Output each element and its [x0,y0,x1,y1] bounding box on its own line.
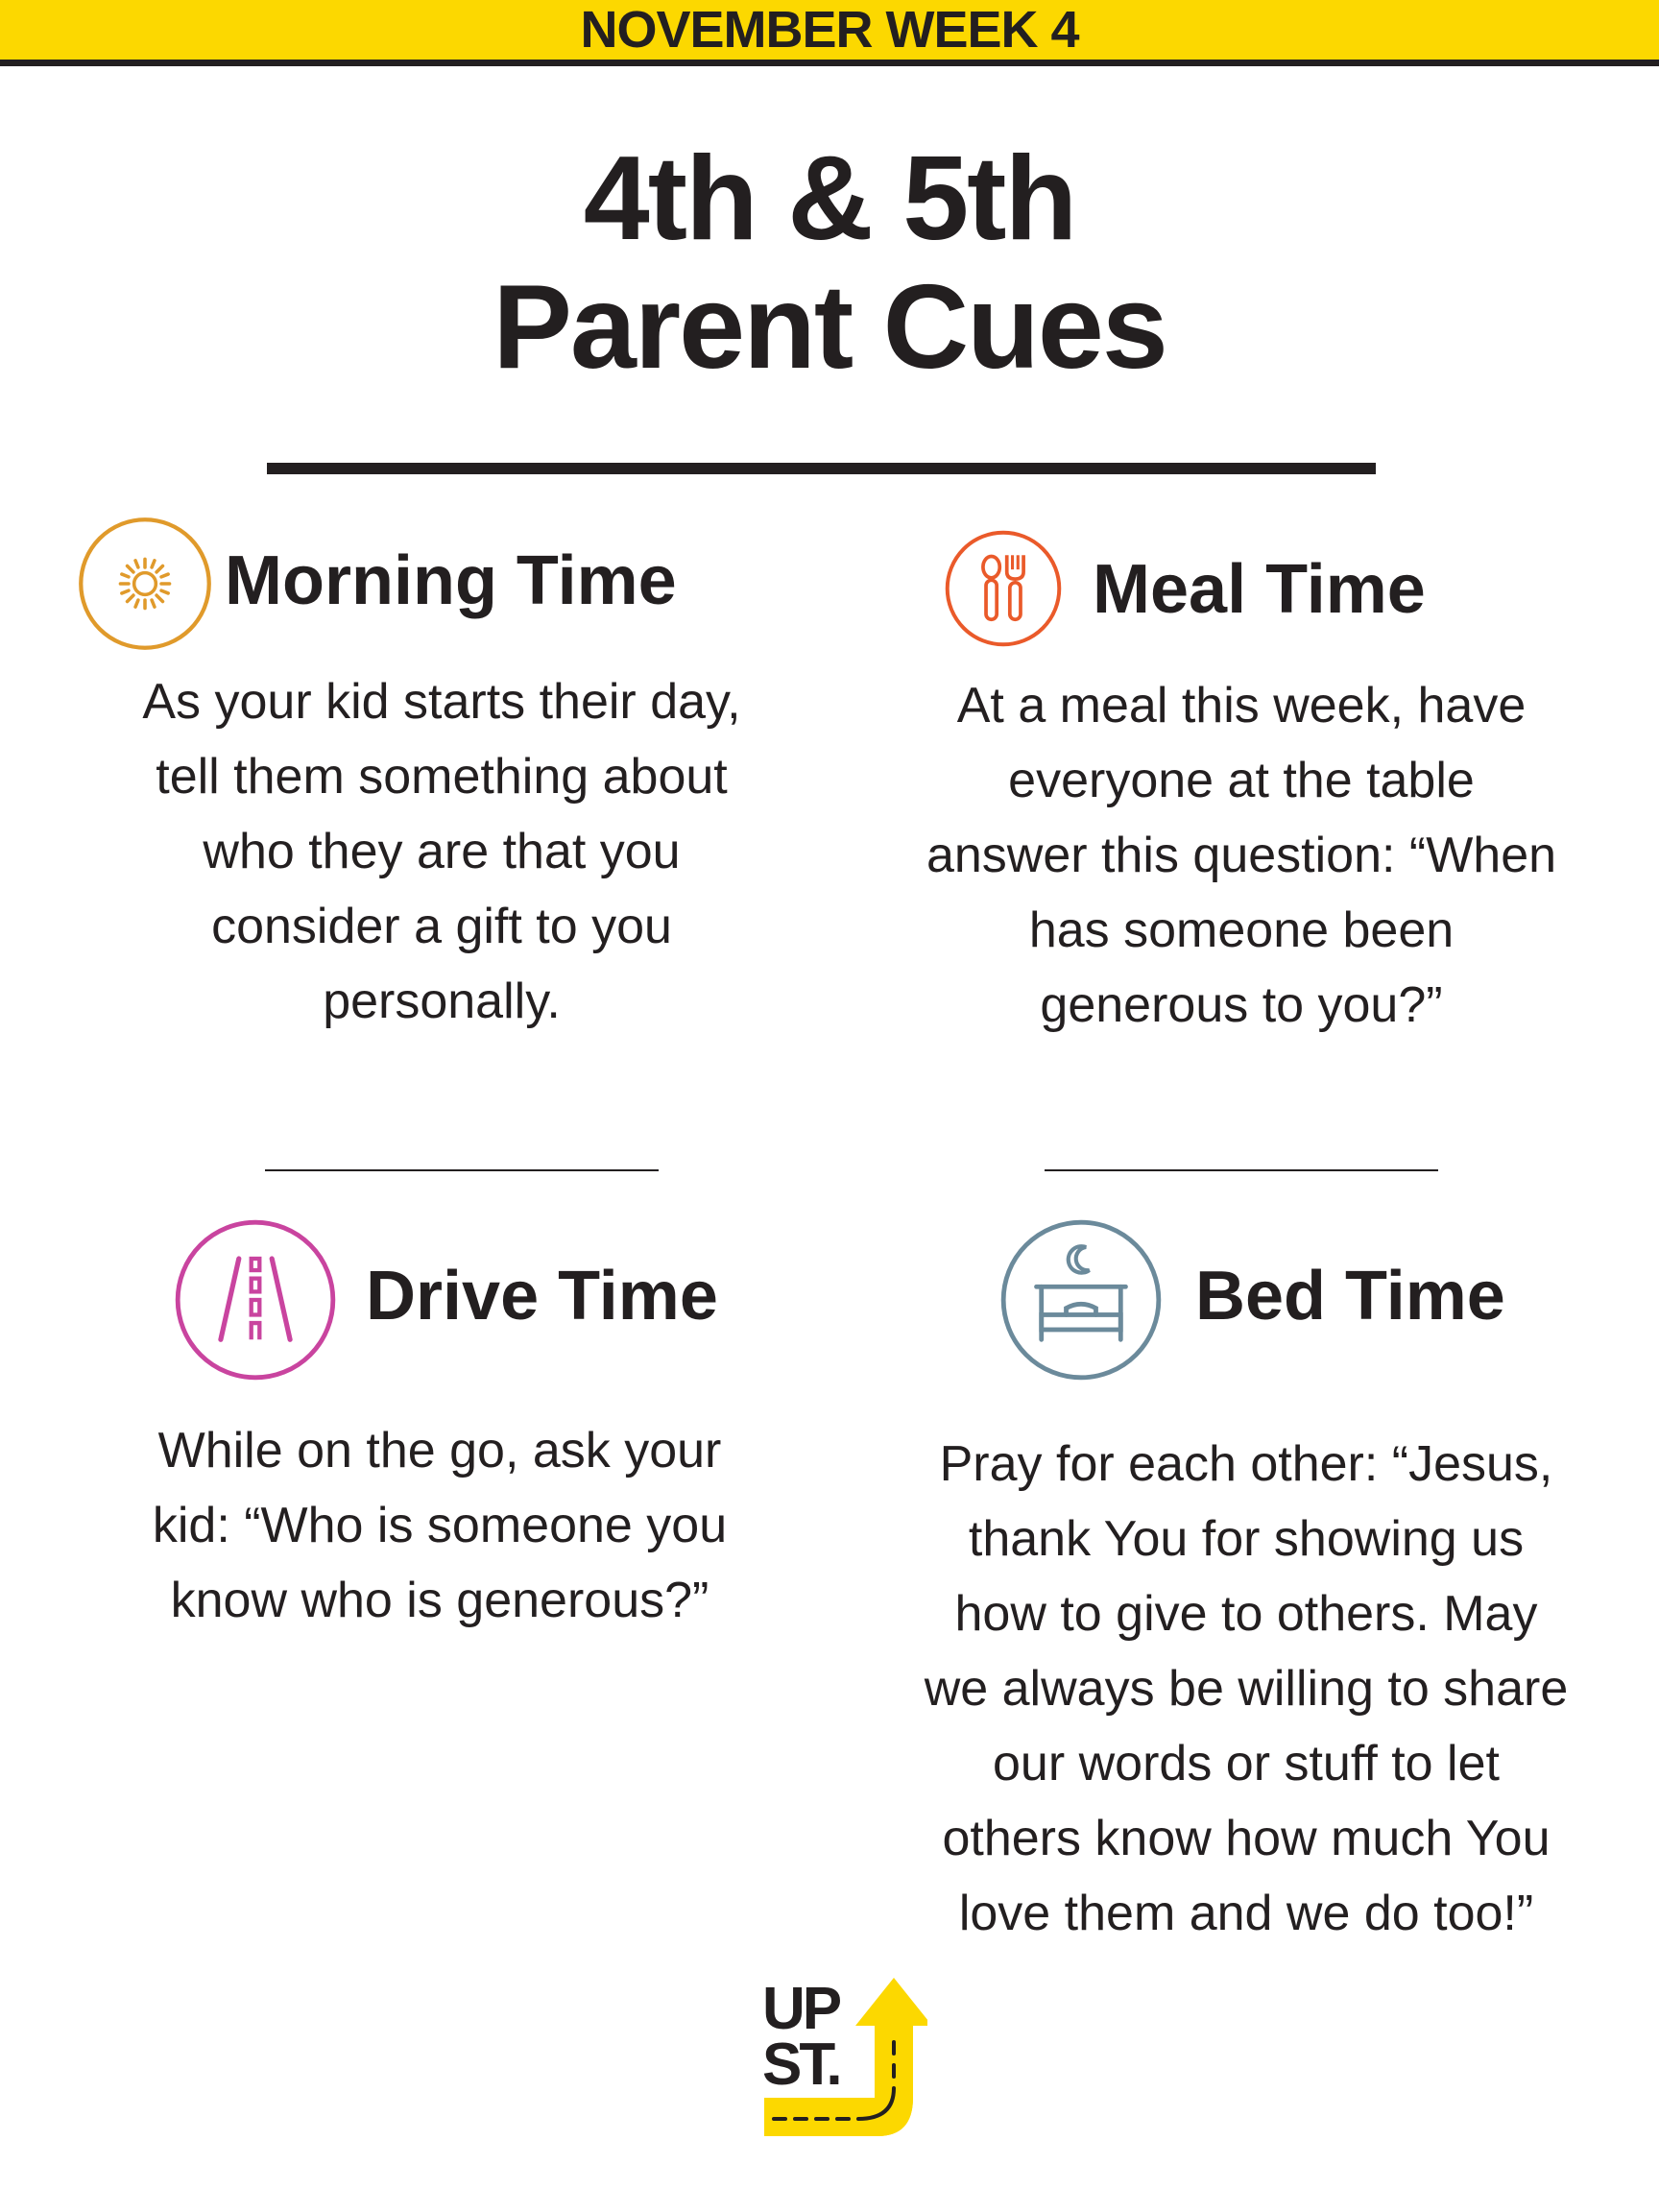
morning-time-heading: Morning Time [225,542,677,619]
drive-line: know who is generous?” [170,1573,709,1628]
title-line-1: 4th & 5th [583,132,1076,265]
bed-line: we always be willing to share [924,1661,1569,1717]
left-section-divider [265,1169,659,1171]
drive-line: kid: “Who is someone you [152,1498,728,1553]
meal-line: has someone been [1028,902,1455,958]
bed-time-heading: Bed Time [1195,1258,1505,1334]
meal-line: everyone at the table [1008,753,1475,808]
morning-line: who they are that you [203,824,681,879]
drive-time-heading: Drive Time [366,1258,718,1334]
upstreet-logo [755,1973,927,2141]
morning-time-text [58,664,826,1039]
drive-time-text [56,1413,824,1638]
title-divider [267,463,1376,474]
bed-moon-icon [998,1217,1164,1382]
bed-line: our words or stuff to let [993,1736,1500,1791]
drive-line: While on the go, ask your [157,1423,722,1479]
top-banner [0,0,1659,66]
bed-line: Pray for each other: “Jesus, [939,1436,1553,1492]
title-line-2: Parent Cues [493,261,1166,394]
morning-line: consider a gift to you [211,899,672,954]
bed-line: love them and we do too!” [958,1886,1534,1941]
meal-line: generous to you?” [1040,977,1443,1033]
morning-line: personally. [323,974,561,1029]
morning-line: As your kid starts their day, [142,674,741,730]
logo-text-line-2: ST. [762,2032,840,2098]
logo-text-line-1: UP [762,1976,840,2042]
bed-line: thank You for showing us [968,1511,1525,1567]
page-title [0,134,1659,392]
bed-line: how to give to others. May [954,1586,1538,1642]
bed-time-text [862,1427,1630,1951]
bed-line: others know how much You [942,1811,1551,1866]
banner-text: NOVEMBER WEEK 4 [580,1,1079,59]
meal-line: At a meal this week, have [956,678,1527,733]
meal-line: answer this question: “When [926,828,1557,883]
right-section-divider [1045,1169,1438,1171]
sun-icon [77,516,213,652]
road-icon [173,1217,338,1382]
morning-line: tell them something about [156,749,728,805]
utensils-icon [944,529,1063,648]
meal-time-text [857,668,1625,1043]
meal-time-heading: Meal Time [1093,551,1426,628]
